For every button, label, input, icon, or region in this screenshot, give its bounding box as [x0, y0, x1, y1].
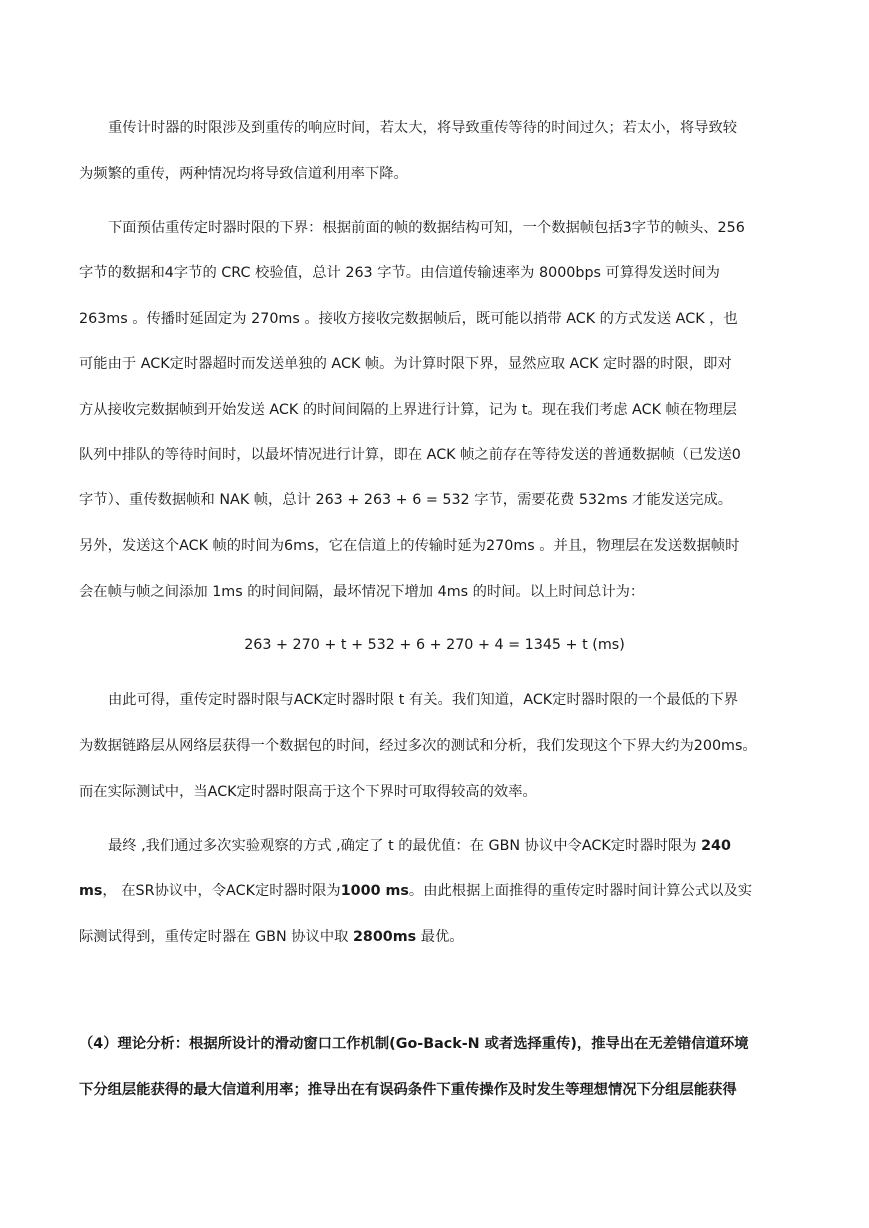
paragraph-2-line-4: 可能由于 ACK定时器超时而发送单独的 ACK 帧。为计算时限下界，显然应取 ACK 定时器的时限，即对 [79, 356, 732, 372]
paragraph-4-line-3 [79, 927, 791, 947]
sr-ack-timeout-value: 1000 ms [340, 883, 409, 899]
paragraph-1-line-2: 为频繁的重传，两种情况均将导致信道利用率下降。 [79, 166, 408, 182]
paragraph-4-line-2 [79, 881, 791, 901]
paragraph-1-line-1: 重传计时器的时限涉及到重传的响应时间，若太大，将导致重传等待的时间过久；若太小，将导致较 [108, 120, 738, 136]
paragraph-2-line-6: 队列中排队的等待时间时，以最坏情况进行计算，即在 ACK 帧之前存在等待发送的普通数据帧（已发送0 [79, 447, 741, 463]
gbn-ack-timeout-value: 240 [701, 838, 731, 854]
gbn-ack-timeout-unit: ms [79, 883, 103, 899]
paragraph-2-line-5: 方从接收完数据帧到开始发送 ACK 的时间间隔的上界进行计算，记为 t。现在我们考虑 ACK 帧在物理层 [79, 402, 737, 418]
paragraph-2-line-2: 字节的数据和4字节的 CRC 校验值，总计 263 字节。由信道传输速率为 8000bps 可算得发送时间为 [79, 265, 720, 281]
paragraph-2-line-8: 另外，发送这个ACK 帧的时间为6ms，它在信道上的传输时延为270ms 。并且，物理层在发送数据帧时 [79, 538, 740, 554]
paragraph-3-line-2: 为数据链路层从网络层获得一个数据包的时间，经过多次的测试和分析，我们发现这个下界大约为200ms。 [79, 738, 757, 754]
paragraph-2-line-3: 263ms 。传播时延固定为 270ms 。接收方接收完数据帧后，既可能以捎带 ACK 的方式发送 ACK ，也 [79, 311, 738, 327]
paragraph-4-line-3-text-b: 最优。 [416, 929, 464, 945]
paragraph-4-line-2-text-b: 。由此根据上面推得的重传定时器时间计算公式以及实 [408, 883, 753, 899]
paragraph-4-line-3-text-a: 际测试得到，重传定时器在 GBN 协议中取 [79, 929, 353, 945]
paragraph-4-line-1-text: 最终 ,我们通过多次实验观察的方式 ,确定了 t 的最优值：在 GBN 协议中令ACK定时器时限为 [108, 838, 702, 854]
formula: 263 + 270 + t + 532 + 6 + 270 + 4 = 1345 + t (ms) [244, 637, 625, 653]
paragraph-2-line-7: 字节）、重传数据帧和 NAK 帧，总计 263 + 263 + 6 = 532 字节，需要花费 532ms 才能发送完成。 [79, 492, 733, 508]
paragraph-2-line-1: 下面预估重传定时器时限的下界：根据前面的帧的数据结构可知，一个数据帧包括3字节的帧头、256 [108, 220, 745, 236]
section-heading-line-2: 下分组层能获得的最大信道利用率；推导出在有误码条件下重传操作及时发生等理想情况下分组层能获得 [79, 1082, 737, 1098]
paragraph-4-line-2-text-a: ， 在SR协议中，令ACK定时器时限为 [102, 883, 341, 899]
paragraph-2-line-9: 会在帧与帧之间添加 1ms 的时间间隔，最坏情况下增加 4ms 的时间。以上时间总计为： [79, 584, 645, 600]
paragraph-4-line-1 [108, 836, 791, 856]
retransmit-timeout-value: 2800ms [352, 929, 417, 945]
paragraph-3-line-1: 由此可得，重传定时器时限与ACK定时器时限 t 有关。我们知道，ACK定时器时限的一个最低的下界 [108, 692, 739, 708]
section-heading-line-1: （4）理论分析：根据所设计的滑动窗口工作机制(Go-Back-N 或者选择重传)，推导出在无差错信道环境 [79, 1036, 749, 1052]
paragraph-3-line-3: 而在实际测试中，当ACK定时器时限高于这个下界时可取得较高的效率。 [79, 784, 537, 800]
